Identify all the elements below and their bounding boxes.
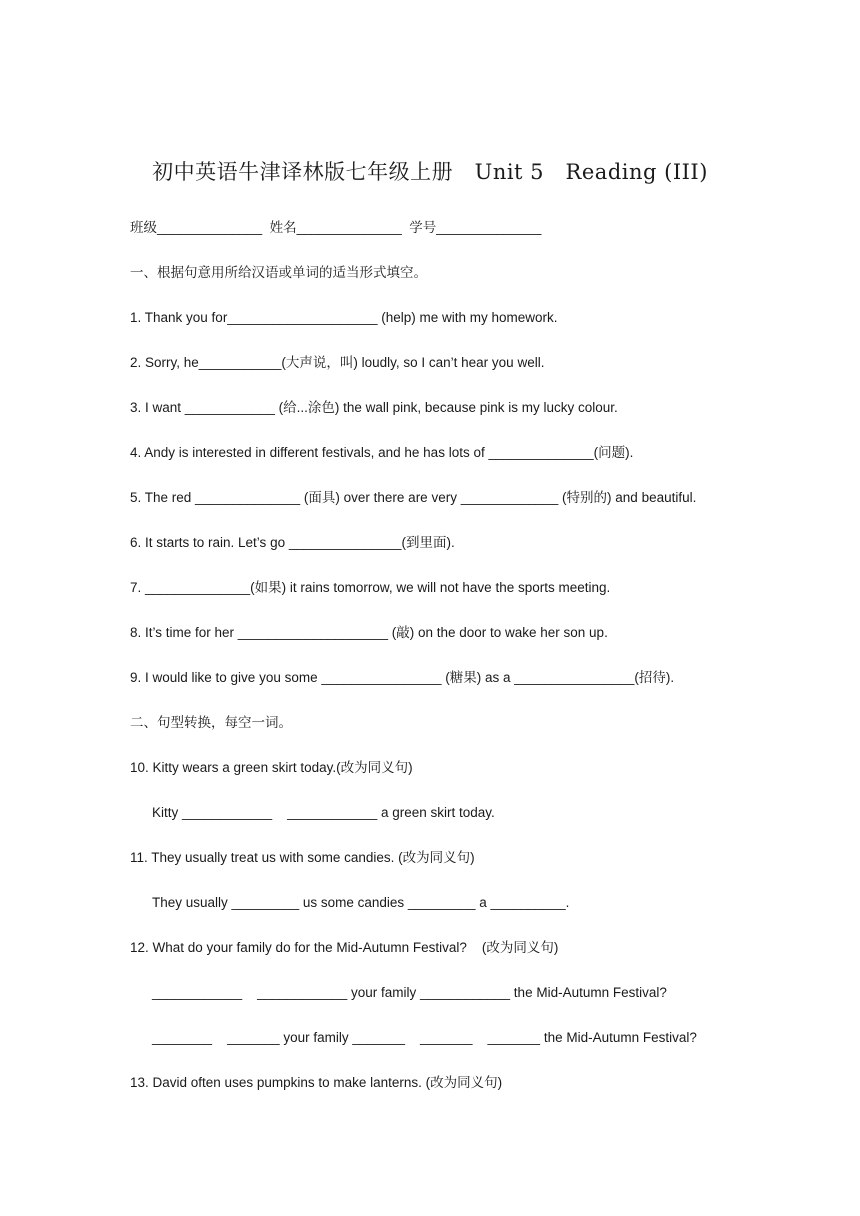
question-12-answer-2: ________ _______ your family _______ _______ _______ the Mid-Autumn Festival? [152,1030,697,1045]
section2-heading: 二、句型转换，每空一词。 [130,715,292,730]
page-title: 初中英语牛津译林版七年级上册 Unit 5 Reading (III) [152,160,708,184]
question-5: 5. The red ______________ (面具) over there are very _____________ (特别的) and beautiful. [130,490,697,505]
question-8: 8. It’s time for her ____________________ (敲) on the door to wake her son up. [130,625,608,640]
question-12-answer-1: ____________ ____________ your family ____________ the Mid-Autumn Festival? [152,985,667,1000]
question-11-answer: They usually _________ us some candies _________ a __________. [152,895,570,910]
question-4: 4. Andy is interested in different festivals, and he has lots of ______________(问题). [130,445,634,460]
student-info-line: 班级______________ 姓名______________ 学号______________ [130,220,542,235]
question-9: 9. I would like to give you some ________________ (糖果) as a ________________(招待). [130,670,675,685]
question-1: 1. Thank you for____________________ (help) me with my homework. [130,310,558,325]
question-12: 12. What do your family do for the Mid-Autumn Festival? (改为同义句) [130,940,559,955]
question-3: 3. I want ____________ (给...涂色) the wall pink, because pink is my lucky colour. [130,400,618,415]
question-10-answer: Kitty ____________ ____________ a green skirt today. [152,805,495,820]
question-13: 13. David often uses pumpkins to make lanterns. (改为同义句) [130,1075,503,1090]
section1-heading: 一、根据句意用所给汉语或单词的适当形式填空。 [130,265,427,280]
question-6: 6. It starts to rain. Let’s go _______________(到里面). [130,535,455,550]
question-2: 2. Sorry, he___________(大声说，叫) loudly, so I can’t hear you well. [130,355,545,370]
question-10: 10. Kitty wears a green skirt today.(改为同义句) [130,760,413,775]
question-7: 7. ______________(如果) it rains tomorrow, we will not have the sports meeting. [130,580,611,595]
question-11: 11. They usually treat us with some candies. (改为同义句) [130,850,475,865]
